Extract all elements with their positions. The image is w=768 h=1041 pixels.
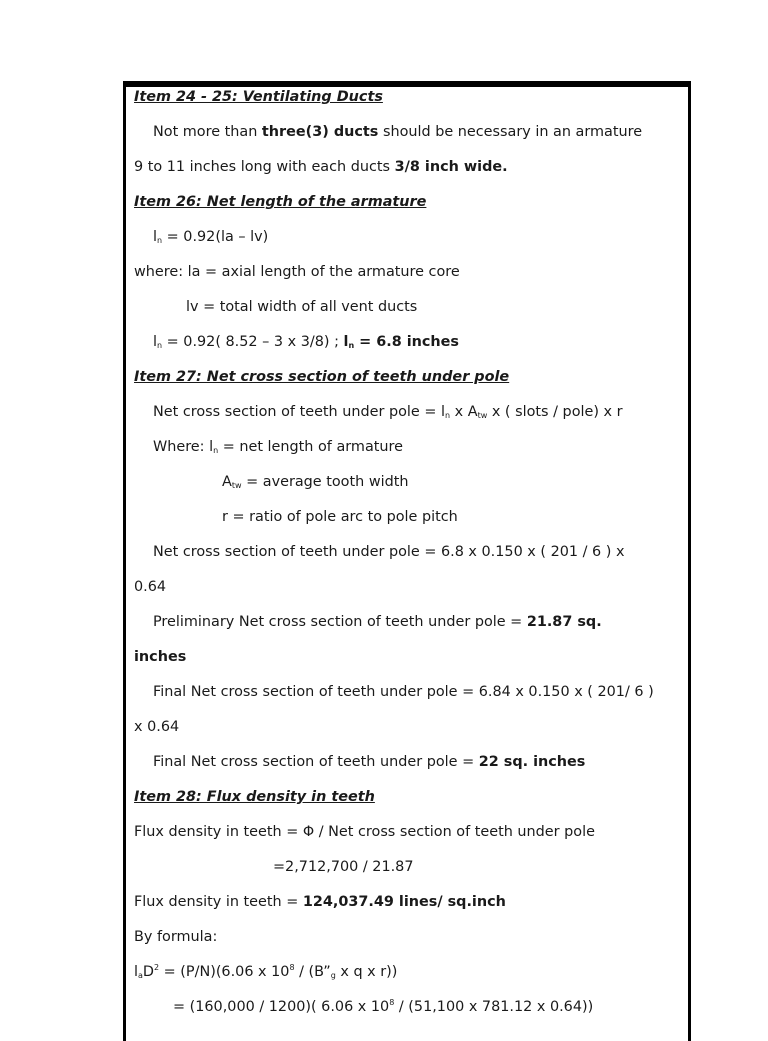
result-flux-density: Flux density in teeth = 124,037.49 lines/ sq.inch: [134, 894, 506, 910]
formula-flux-density: Flux density in teeth = Φ / Net cross section of teeth under pole: [134, 824, 595, 840]
calc-cross-section-line1: Net cross section of teeth under pole = 6.8 x 0.150 x ( 201 / 6 ) x: [153, 544, 625, 560]
final-result: Final Net cross section of teeth under pole = 22 sq. inches: [153, 754, 586, 770]
heading-item-24-25: Item 24 - 25: Ventilating Ducts: [134, 89, 383, 105]
paragraph-ducts-line2: 9 to 11 inches long with each ducts 3/8 inch wide.: [134, 159, 508, 175]
final-calc-line2: x 0.64: [134, 719, 180, 735]
preliminary-result-line1: Preliminary Net cross section of teeth under pole = 21.87 sq.: [153, 614, 602, 630]
definition-ln: Where: ln = net length of armature: [153, 439, 403, 455]
heading-item-28: Item 28: Flux density in teeth: [134, 789, 375, 805]
definition-lv: lv = total width of all vent ducts: [186, 299, 418, 315]
preliminary-result-line2: inches: [134, 649, 187, 665]
formula-net-cross-section: Net cross section of teeth under pole = ln x Atw x ( slots / pole) x r: [153, 404, 623, 420]
final-calc-line1: Final Net cross section of teeth under pole = 6.84 x 0.150 x ( 201/ 6 ): [153, 684, 654, 700]
calc-net-length: ln = 0.92( 8.52 – 3 x 3/8) ; ln = 6.8 inches: [153, 334, 459, 350]
calc-lad2: = (160,000 / 1200)( 6.06 x $10^8 / (51,100$ x 781.12 x 0.64)): [173, 998, 594, 1015]
heading-item-27: Item 27: Net cross section of teeth under pole: [134, 369, 510, 385]
calc-flux-density: =2,712,700 / 21.87: [273, 859, 414, 875]
definition-atw: Atw = average tooth width: [222, 474, 409, 490]
definition-r: r = ratio of pole arc to pole pitch: [222, 509, 458, 525]
by-formula-label: By formula:: [134, 929, 218, 945]
heading-item-26: Item 26: Net length of the armature: [134, 194, 427, 210]
formula-net-length: ln = 0.92(la – lv): [153, 229, 269, 245]
definition-la: where: la = axial length of the armature core: [134, 264, 460, 280]
formula-lad2: laD$^2$ = (P/N)(6.06 x $10^8$ / (B”g x q x r)): [134, 963, 398, 980]
paragraph-ducts-line1: Not more than three(3) ducts should be necessary in an armature: [153, 124, 643, 140]
calc-cross-section-line2: 0.64: [134, 579, 167, 595]
